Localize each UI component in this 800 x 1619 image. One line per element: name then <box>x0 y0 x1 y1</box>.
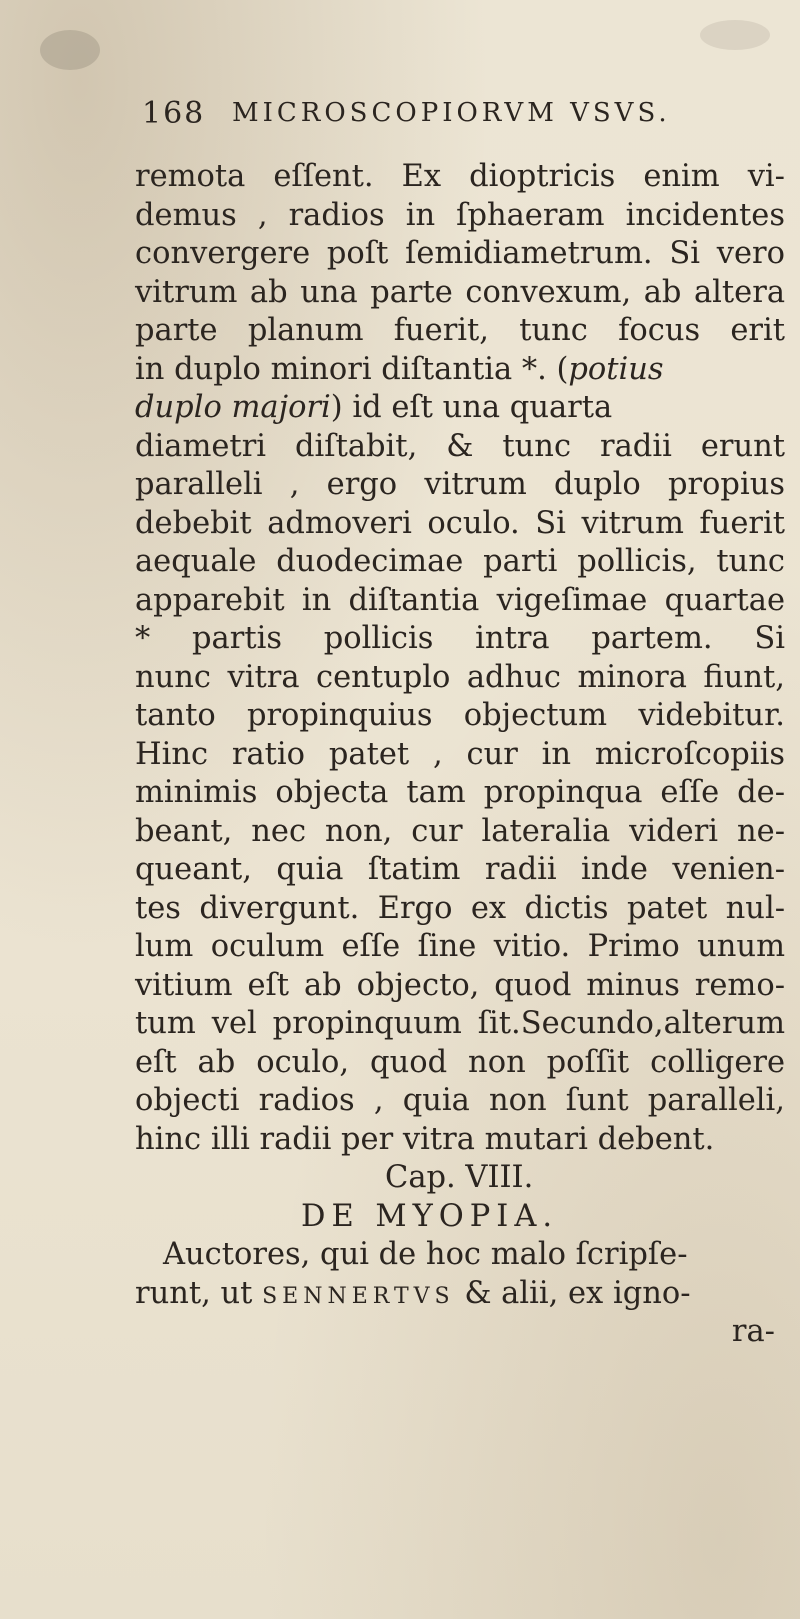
running-head: MICROSCOPIORVM VSVS. <box>232 98 671 128</box>
text-line: tanto propinquius objectum videbitur. <box>135 698 785 733</box>
text-line: tes divergunt. Ergo ex dictis patet nul- <box>135 890 785 926</box>
text-line: tum vel propinquum ſit.Secundo,alterum <box>135 1006 785 1041</box>
text-line: parte planum fuerit, tunc focus erit <box>135 313 785 348</box>
text-line: lum oculum eſſe ſine vitio. Primo unum <box>135 929 785 964</box>
text-line: minimis objecta tam propinqua eſſe de- <box>135 775 785 810</box>
line-fragment: runt, ut <box>135 1275 263 1311</box>
text-line: Auctores, qui de hoc malo ſcripſe- <box>163 1237 688 1272</box>
italic-fragment: duplo majori <box>135 390 331 425</box>
text-line: objecti radios , quia non ſunt paralleli, <box>135 1083 785 1118</box>
text-line: demus , radios in ſphaeram incidentes <box>135 197 785 233</box>
author-smallcaps: SENNERTVS <box>262 1283 455 1309</box>
line-fragment: in duplo minori diſtantia *. ( <box>135 351 569 387</box>
chapter-title: DE MYOPIA. <box>301 1198 559 1234</box>
italic-fragment: potius <box>568 351 664 387</box>
page-number: 168 <box>142 96 206 131</box>
text-line: apparebit in diſtantia vigeſimae quartae <box>135 582 785 618</box>
catchword: ra- <box>731 1314 775 1349</box>
text-line: vitium eſt ab objecto, quod minus remo- <box>135 967 785 1003</box>
text-line: beant, nec non, cur lateralia videri ne- <box>135 813 785 849</box>
text-line <box>135 1275 785 1314</box>
text-line: vitrum ab una parte convexum, ab altera <box>135 274 785 310</box>
text-line: hinc illi radii per vitra mutari debent. <box>135 1121 715 1157</box>
text-line: eſt ab oculo, quod non poſſit colligere <box>135 1044 785 1080</box>
chapter-label: Cap. VIII. <box>385 1160 534 1195</box>
text-line <box>135 389 785 428</box>
stain <box>40 30 100 70</box>
text-line: queant, quia ſtatim radii inde venien- <box>135 852 785 887</box>
page-header <box>142 96 742 136</box>
text-line: convergere poſt ſemidiametrum. Si vero <box>135 236 785 271</box>
text-line: debebit admoveri oculo. Si vitrum fuerit <box>135 505 785 541</box>
text-line <box>135 351 785 390</box>
text-line: * partis pollicis intra partem. Si <box>135 621 785 656</box>
stain <box>700 20 770 50</box>
text-line: nunc vitra centuplo adhuc minora fiunt, <box>135 659 785 695</box>
text-line: diametri diſtabit, & tunc radii erunt <box>135 428 785 464</box>
line-fragment: & alii, ex igno- <box>454 1275 691 1311</box>
line-fragment: ) id eſt una quarta <box>330 390 613 425</box>
text-line: Hinc ratio patet , cur in microſcopiis <box>135 736 785 772</box>
text-line: paralleli , ergo vitrum duplo propius <box>135 467 785 502</box>
text-line: aequale duodecimae parti pollicis, tunc <box>135 544 785 579</box>
text-line: remota eſſent. Ex dioptricis enim vi- <box>135 159 785 194</box>
text-body <box>135 158 785 1352</box>
